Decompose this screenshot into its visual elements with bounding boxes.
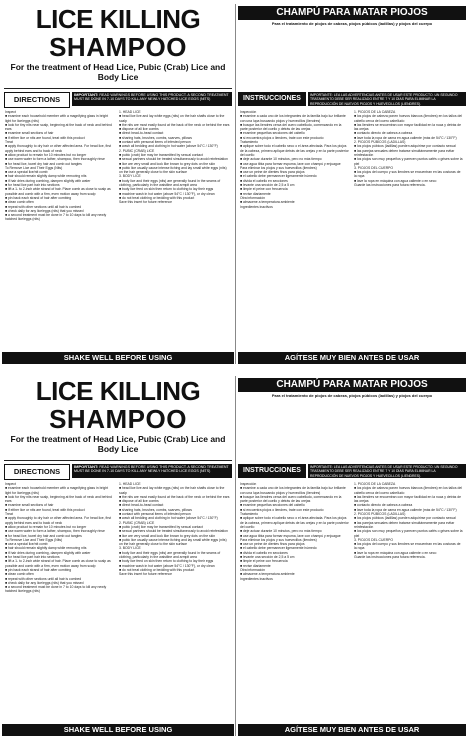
footer-shake-well: SHAKE WELL BEFORE USING: [2, 724, 234, 736]
label-sheet-top: [2, 4, 466, 364]
directions-column-1: Inspect ■ examine each household member with a magnifying glass in bright light for lice/eggs (nits) ■ look for tiny nits near scalp, beginning at the back of neck and behind ears ■ examine small sections of hair ■ if either lice or nits are found, treat with this product Treat ■ apply thoroughly to dry hair or other affected area. For head lice, first apply behind ears and to back of neck ■ allow product to remain for 10 minutes but no longer ■ use warm water to form a lather, shampoo, then thoroughly rinse ■ for head lice, towel dry hair and comb out tangles To Remove Lice and Their Eggs (Nits) ■ use a special lice/nit comb ■ hair should remain slightly damp while removing nits ■ if hair dries during combing, dampen slightly with water ■ for head lice part hair into sections ■ lift a 1- to 2-inch wide strand of hair. Place comb as close to scalp as possible and comb with a firm, even motion away from scalp ■ pin back each strand of hair after combing ■ clean comb often ■ repeat with other sections until all hair is combed ■ check daily for any lice/eggs (nits) that you missed ■ a second treatment must be done in 7 to 10 days to kill any newly hatched lice/eggs (nits): [5, 110, 112, 222]
directions-column-2: 1. HEAD LICE ■ head lice live and lay white eggs (nits) on the hair shafts close to the scalp ■ the nits are most easily found at the back of the neck or behind the ears ■ dispose of all lice combs ■ direct head-to-head contact ■ sharing hats, brushes, combs, scarves, pillows ■ contact with personal items of infested person ■ wash all bedding and clothing in hot water (above 54°C / 130°F) 2. PUBIC (CRAB) LICE ■ pubic (crab) lice may be transmitted by sexual contact ■ sexual partners should be treated simultaneously to avoid reinfestation ■ lice are very small and look like brown to grey dots on the skin ■ pubic lice usually cause intense itching and lay small white eggs (nits) on the hair generally close to the skin surface 3. BODY LICE ■ body lice and their eggs (nits) are generally found in the seams of clothing, particularly in the waistline and armpit area ■ body lice feed on skin then return to clothing to lay their eggs ■ machine wash in hot water (above 54°C / 130°F), or dry clean ■ do not treat clothing or bedding with this product Save this insert for future reference: [119, 110, 230, 205]
footer-agitese: AGÍTESE MUY BIEN ANTES DE USAR: [238, 724, 466, 736]
spanish-panel: [238, 4, 466, 364]
spanish-subtitle: Para el tratamiento de piojos de cabeza, piojos púbicos (ladillas) y piojos del cuerpo: [271, 21, 433, 26]
product-subtitle: For the treatment of Head Lice, Pubic (Crab) Lice and Body Lice: [10, 434, 226, 454]
panel-divider: [235, 4, 236, 364]
spanish-important-notice: IMPORTANTE: LEA LAS ADVERTENCIAS ANTES DE USAR ESTE PRODUCTO. UN SEGUNDO TRATAMIENTO DEBE SER REALIZADO ENTRE 7 Y 10 DÍAS PARA ELIMINAR LA REPRODUCCIÓN DE NUEVOS PIOJOS Y HUEVECILLOS (LIENDRES).: [308, 464, 466, 478]
instructions-column-1: Inspección ■ examine a cada uno de los integrantes de la familia bajo luz brillante con una lupa buscando piojos y huevecillos (liendres) ■ busque las liendres cerca del cuero cabelludo, comenzando en la parte posterior del cuello y detrás de las orejas ■ examine pequeñas secciones del cabello ■ si encuentra piojos o liendres, trate con este producto Tratamiento ■ aplique sobre todo el cabello seco o el área afectada. Para los piojos de la cabeza, primero aplique detrás de las orejas y en la parte posterior del cuello ■ deje actuar durante 10 minutos, pero no más tiempo ■ use agua tibia para formar espuma, lave con champú y enjuague Para eliminar los piojos y sus huevecillos (liendres) ■ use un peine de dientes finos para piojos ■ el cabello debe permanecer ligeramente húmedo ■ divida el cabello en secciones ■ levante una sección de 2,5 a 5 cm ■ limpie el peine con frecuencia ■ revise diariamente Otra información ■ almacene a temperatura ambiente Ingredientes inactivos: [240, 110, 349, 209]
divider: [4, 460, 232, 461]
spanish-title: CHAMPÚ PARA MATAR PIOJOS: [238, 378, 466, 392]
product-subtitle: For the treatment of Head Lice, Pubic (Crab) Lice and Body Lice: [10, 62, 226, 82]
divider: [4, 88, 232, 89]
footer-agitese: AGÍTESE MUY BIEN ANTES DE USAR: [238, 352, 466, 364]
directions-column-2: 1. HEAD LICE ■ head lice live and lay white eggs (nits) on the hair shafts close to the scalp ■ the nits are most easily found at the back of the neck or behind the ears ■ dispose of all lice combs ■ direct head-to-head contact ■ sharing hats, brushes, combs, scarves, pillows ■ contact with personal items of infested person ■ wash all bedding and clothing in hot water (above 54°C / 130°F) 2. PUBIC (CRAB) LICE ■ pubic (crab) lice may be transmitted by sexual contact ■ sexual partners should be treated simultaneously to avoid reinfestation ■ lice are very small and look like brown to grey dots on the skin ■ pubic lice usually cause intense itching and lay small white eggs (nits) on the hair generally close to the skin surface 3. BODY LICE ■ body lice and their eggs (nits) are generally found in the seams of clothing, particularly in the waistline and armpit area ■ body lice feed on skin then return to clothing to lay their eggs ■ machine wash in hot water (above 54°C / 130°F), or dry clean ■ do not treat clothing or bedding with this product Save this insert for future reference: [119, 482, 230, 577]
instructions-heading: INSTRUCCIONES: [238, 464, 306, 478]
product-title-line2: SHAMPOO: [49, 404, 187, 434]
spanish-subtitle: Para el tratamiento de piojos de cabeza, piojos púbicos (ladillas) y piojos del cuerpo: [271, 393, 433, 398]
footer-shake-well: SHAKE WELL BEFORE USING: [2, 352, 234, 364]
important-label: IMPORTANT:: [74, 92, 99, 97]
english-panel: [2, 4, 234, 364]
product-title-line1: LICE KILLING: [35, 376, 201, 406]
panel-divider: [235, 376, 236, 736]
instructions-column-2: 1. PIOJOS DE LA CABEZA ■ los piojos de cabeza ponen huevos blancos (liendres) en los tallos del cabello cerca del cuero cabelludo ■ las liendres se encuentran con mayor facilidad en la nuca y detrás de las orejas ■ contacto directo de cabeza a cabeza ■ lave toda la ropa de cama en agua caliente (más de 54°C / 130°F) 2. PIOJOS PÚBICOS (LADILLAS) ■ los piojos púbicos (ladillas) pueden adquirirse por contacto sexual ■ las parejas sexuales deben tratarse simultáneamente para evitar reinfestación ■ los piojos son muy pequeños y parecen puntos cafés o grises sobre la piel 3. PIOJOS DEL CUERPO ■ los piojos del cuerpo y sus liendres se encuentran en las costuras de la ropa ■ lave la ropa en máquina con agua caliente o en seco Guarde las instrucciones para futura referencia.: [354, 110, 463, 188]
directions-heading: DIRECTIONS: [4, 464, 70, 480]
spanish-title: CHAMPÚ PARA MATAR PIOJOS: [238, 6, 466, 20]
important-text: READ WARNINGS BEFORE USING THIS PRODUCT. A SECOND TREATMENT MUST BE DONE IN 7-10 DAYS TO KILL ANY NEWLY HATCHED LICE EGGS (NITS): [74, 465, 229, 474]
directions-heading: DIRECTIONS: [4, 92, 70, 108]
instructions-column-2: 1. PIOJOS DE LA CABEZA ■ los piojos de cabeza ponen huevos blancos (liendres) en los tallos del cabello cerca del cuero cabelludo ■ las liendres se encuentran con mayor facilidad en la nuca y detrás de las orejas ■ contacto directo de cabeza a cabeza ■ lave toda la ropa de cama en agua caliente (más de 54°C / 130°F) 2. PIOJOS PÚBICOS (LADILLAS) ■ los piojos púbicos (ladillas) pueden adquirirse por contacto sexual ■ las parejas sexuales deben tratarse simultáneamente para evitar reinfestación ■ los piojos son muy pequeños y parecen puntos cafés o grises sobre la piel 3. PIOJOS DEL CUERPO ■ los piojos del cuerpo y sus liendres se encuentran en las costuras de la ropa ■ lave la ropa en máquina con agua caliente o en seco Guarde las instrucciones para futura referencia.: [354, 482, 463, 560]
important-notice: [72, 464, 232, 478]
spanish-panel: [238, 376, 466, 736]
product-title-line1: LICE KILLING: [35, 4, 201, 34]
directions-column-1: Inspect ■ examine each household member with a magnifying glass in bright light for lice/eggs (nits) ■ look for tiny nits near scalp, beginning at the back of neck and behind ears ■ examine small sections of hair ■ if either lice or nits are found, treat with this product Treat ■ apply thoroughly to dry hair or other affected area. For head lice, first apply behind ears and to back of neck ■ allow product to remain for 10 minutes but no longer ■ use warm water to form a lather, shampoo, then thoroughly rinse ■ for head lice, towel dry hair and comb out tangles To Remove Lice and Their Eggs (Nits) ■ use a special lice/nit comb ■ hair should remain slightly damp while removing nits ■ if hair dries during combing, dampen slightly with water ■ for head lice part hair into sections ■ lift a 1- to 2-inch wide strand of hair. Place comb as close to scalp as possible and comb with a firm, even motion away from scalp ■ pin back each strand of hair after combing ■ clean comb often ■ repeat with other sections until all hair is combed ■ check daily for any lice/eggs (nits) that you missed ■ a second treatment must be done in 7 to 10 days to kill any newly hatched lice/eggs (nits): [5, 482, 112, 594]
english-panel: [2, 376, 234, 736]
important-label: IMPORTANT:: [74, 464, 99, 469]
instructions-column-1: Inspección ■ examine a cada uno de los integrantes de la familia bajo luz brillante con una lupa buscando piojos y huevecillos (liendres) ■ busque las liendres cerca del cuero cabelludo, comenzando en la parte posterior del cuello y detrás de las orejas ■ examine pequeñas secciones del cabello ■ si encuentra piojos o liendres, trate con este producto Tratamiento ■ aplique sobre todo el cabello seco o el área afectada. Para los piojos de la cabeza, primero aplique detrás de las orejas y en la parte posterior del cuello ■ deje actuar durante 10 minutos, pero no más tiempo ■ use agua tibia para formar espuma, lave con champú y enjuague Para eliminar los piojos y sus huevecillos (liendres) ■ use un peine de dientes finos para piojos ■ el cabello debe permanecer ligeramente húmedo ■ divida el cabello en secciones ■ levante una sección de 2,5 a 5 cm ■ limpie el peine con frecuencia ■ revise diariamente Otra información ■ almacene a temperatura ambiente Ingredientes inactivos: [240, 482, 349, 581]
label-sheet-bottom: [2, 376, 466, 736]
instructions-heading: INSTRUCCIONES: [238, 92, 306, 106]
important-notice: [72, 92, 232, 106]
spanish-important-notice: IMPORTANTE: LEA LAS ADVERTENCIAS ANTES DE USAR ESTE PRODUCTO. UN SEGUNDO TRATAMIENTO DEBE SER REALIZADO ENTRE 7 Y 10 DÍAS PARA ELIMINAR LA REPRODUCCIÓN DE NUEVOS PIOJOS Y HUEVECILLOS (LIENDRES).: [308, 92, 466, 106]
product-title-line2: SHAMPOO: [49, 32, 187, 62]
important-text: READ WARNINGS BEFORE USING THIS PRODUCT. A SECOND TREATMENT MUST BE DONE IN 7-10 DAYS TO KILL ANY NEWLY HATCHED LICE EGGS (NITS): [74, 93, 229, 102]
